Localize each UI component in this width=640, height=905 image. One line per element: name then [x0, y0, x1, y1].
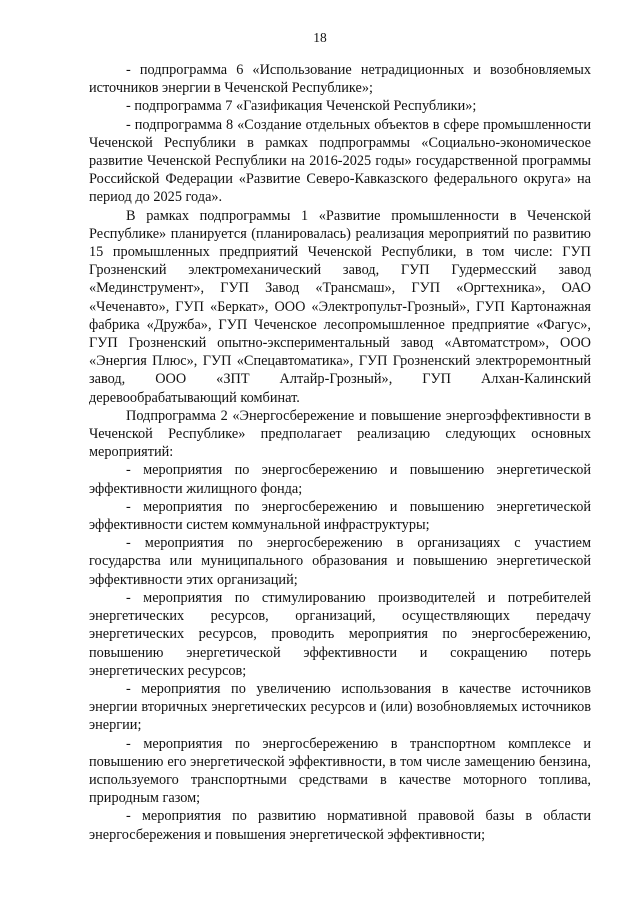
list-item-state-organizations: - мероприятия по энергосбережению в организациях с участием государства или муниципального образования и повышению энергетической эффективности этих организаций; [89, 535, 591, 588]
list-item-stimulation: - мероприятия по стимулированию производителей и потребителей энергетических ресурсов, организаций, осуществляющих передачу энергетических ресурсов, проводить мероприятия по энергосбережению, повышению энергетической эффективности и сокращению потерь энергетических ресурсов; [89, 589, 591, 679]
paragraph-subprogram-2-intro: Подпрограмма 2 «Энергосбережение и повышение энергоэффективности в Чеченской Республике» предполагает реализацию следующих основных мероприятий: [89, 407, 591, 461]
list-item-regulatory-base: - мероприятия по развитию нормативной правовой базы в области энергосбережения и повышения энергетической эффективности; [89, 808, 591, 843]
paragraph-subprogram-7: - подпрограмма 7 «Газификация Чеченской Республики»; [126, 98, 477, 115]
paragraph-subprogram-6: - подпрограмма 6 «Использование нетрадиционных и возобновляемых источников энергии в Чеченской Республике»; [89, 62, 591, 97]
paragraph-subprogram-8: - подпрограмма 8 «Создание отдельных объектов в сфере промышленности Чеченской Республики в рамках подпрограммы «Социально-экономическое развитие Чеченской Республики на 2016-2025 годы» государственной программы Российской Федерации «Развитие Северо-Кавказского федерального округа» на период до 2025 года». [89, 116, 591, 206]
page-number: 18 [313, 30, 327, 45]
paragraph-subprogram-1-enterprises: В рамках подпрограммы 1 «Развитие промышленности в Чеченской Республике» планируется (планировалась) реализация мероприятий по развитию 15 промышленных предприятий Чеченской Республики, в том числе: ГУП Грозненский электромеханический завод, ГУП Гудермесский завод «Мединструмент», ГУП Завод «Трансмаш», ГУП «Оргтехника», ОАО «Чеченавто», ГУП «Беркат», ООО «Электропульт-Грозный», ГУП Картонажная фабрика «Дружба», ГУП Чеченское лесопромышленное предприятие «Фагус», ГУП Грозненский опытно-экспериментальный завод «Автоматстром», ООО «Энергия Плюс», ГУП «Спецавтоматика», ГУП Грозненский электроремонтный завод, ООО «ЗПТ Алтайр-Грозный», ГУП Алхан-Калинский деревообрабатывающий комбинат. [89, 207, 591, 406]
document-body [89, 61, 591, 844]
list-item-renewable-sources: - мероприятия по увеличению использования в качестве источников энергии вторичных энергетических ресурсов и (или) возобновляемых источников энергии; [89, 680, 591, 734]
list-item-housing: - мероприятия по энергосбережению и повышению энергетической эффективности жилищного фонда; [89, 462, 591, 497]
list-item-transport: - мероприятия по энергосбережению в транспортном комплексе и повышению его энергетической эффективности, в том числе замещению бензина, используемого транспортными средствами в качестве моторного топлива, природным газом; [89, 735, 591, 807]
list-item-utilities: - мероприятия по энергосбережению и повышению энергетической эффективности систем коммунальной инфраструктуры; [89, 498, 591, 534]
